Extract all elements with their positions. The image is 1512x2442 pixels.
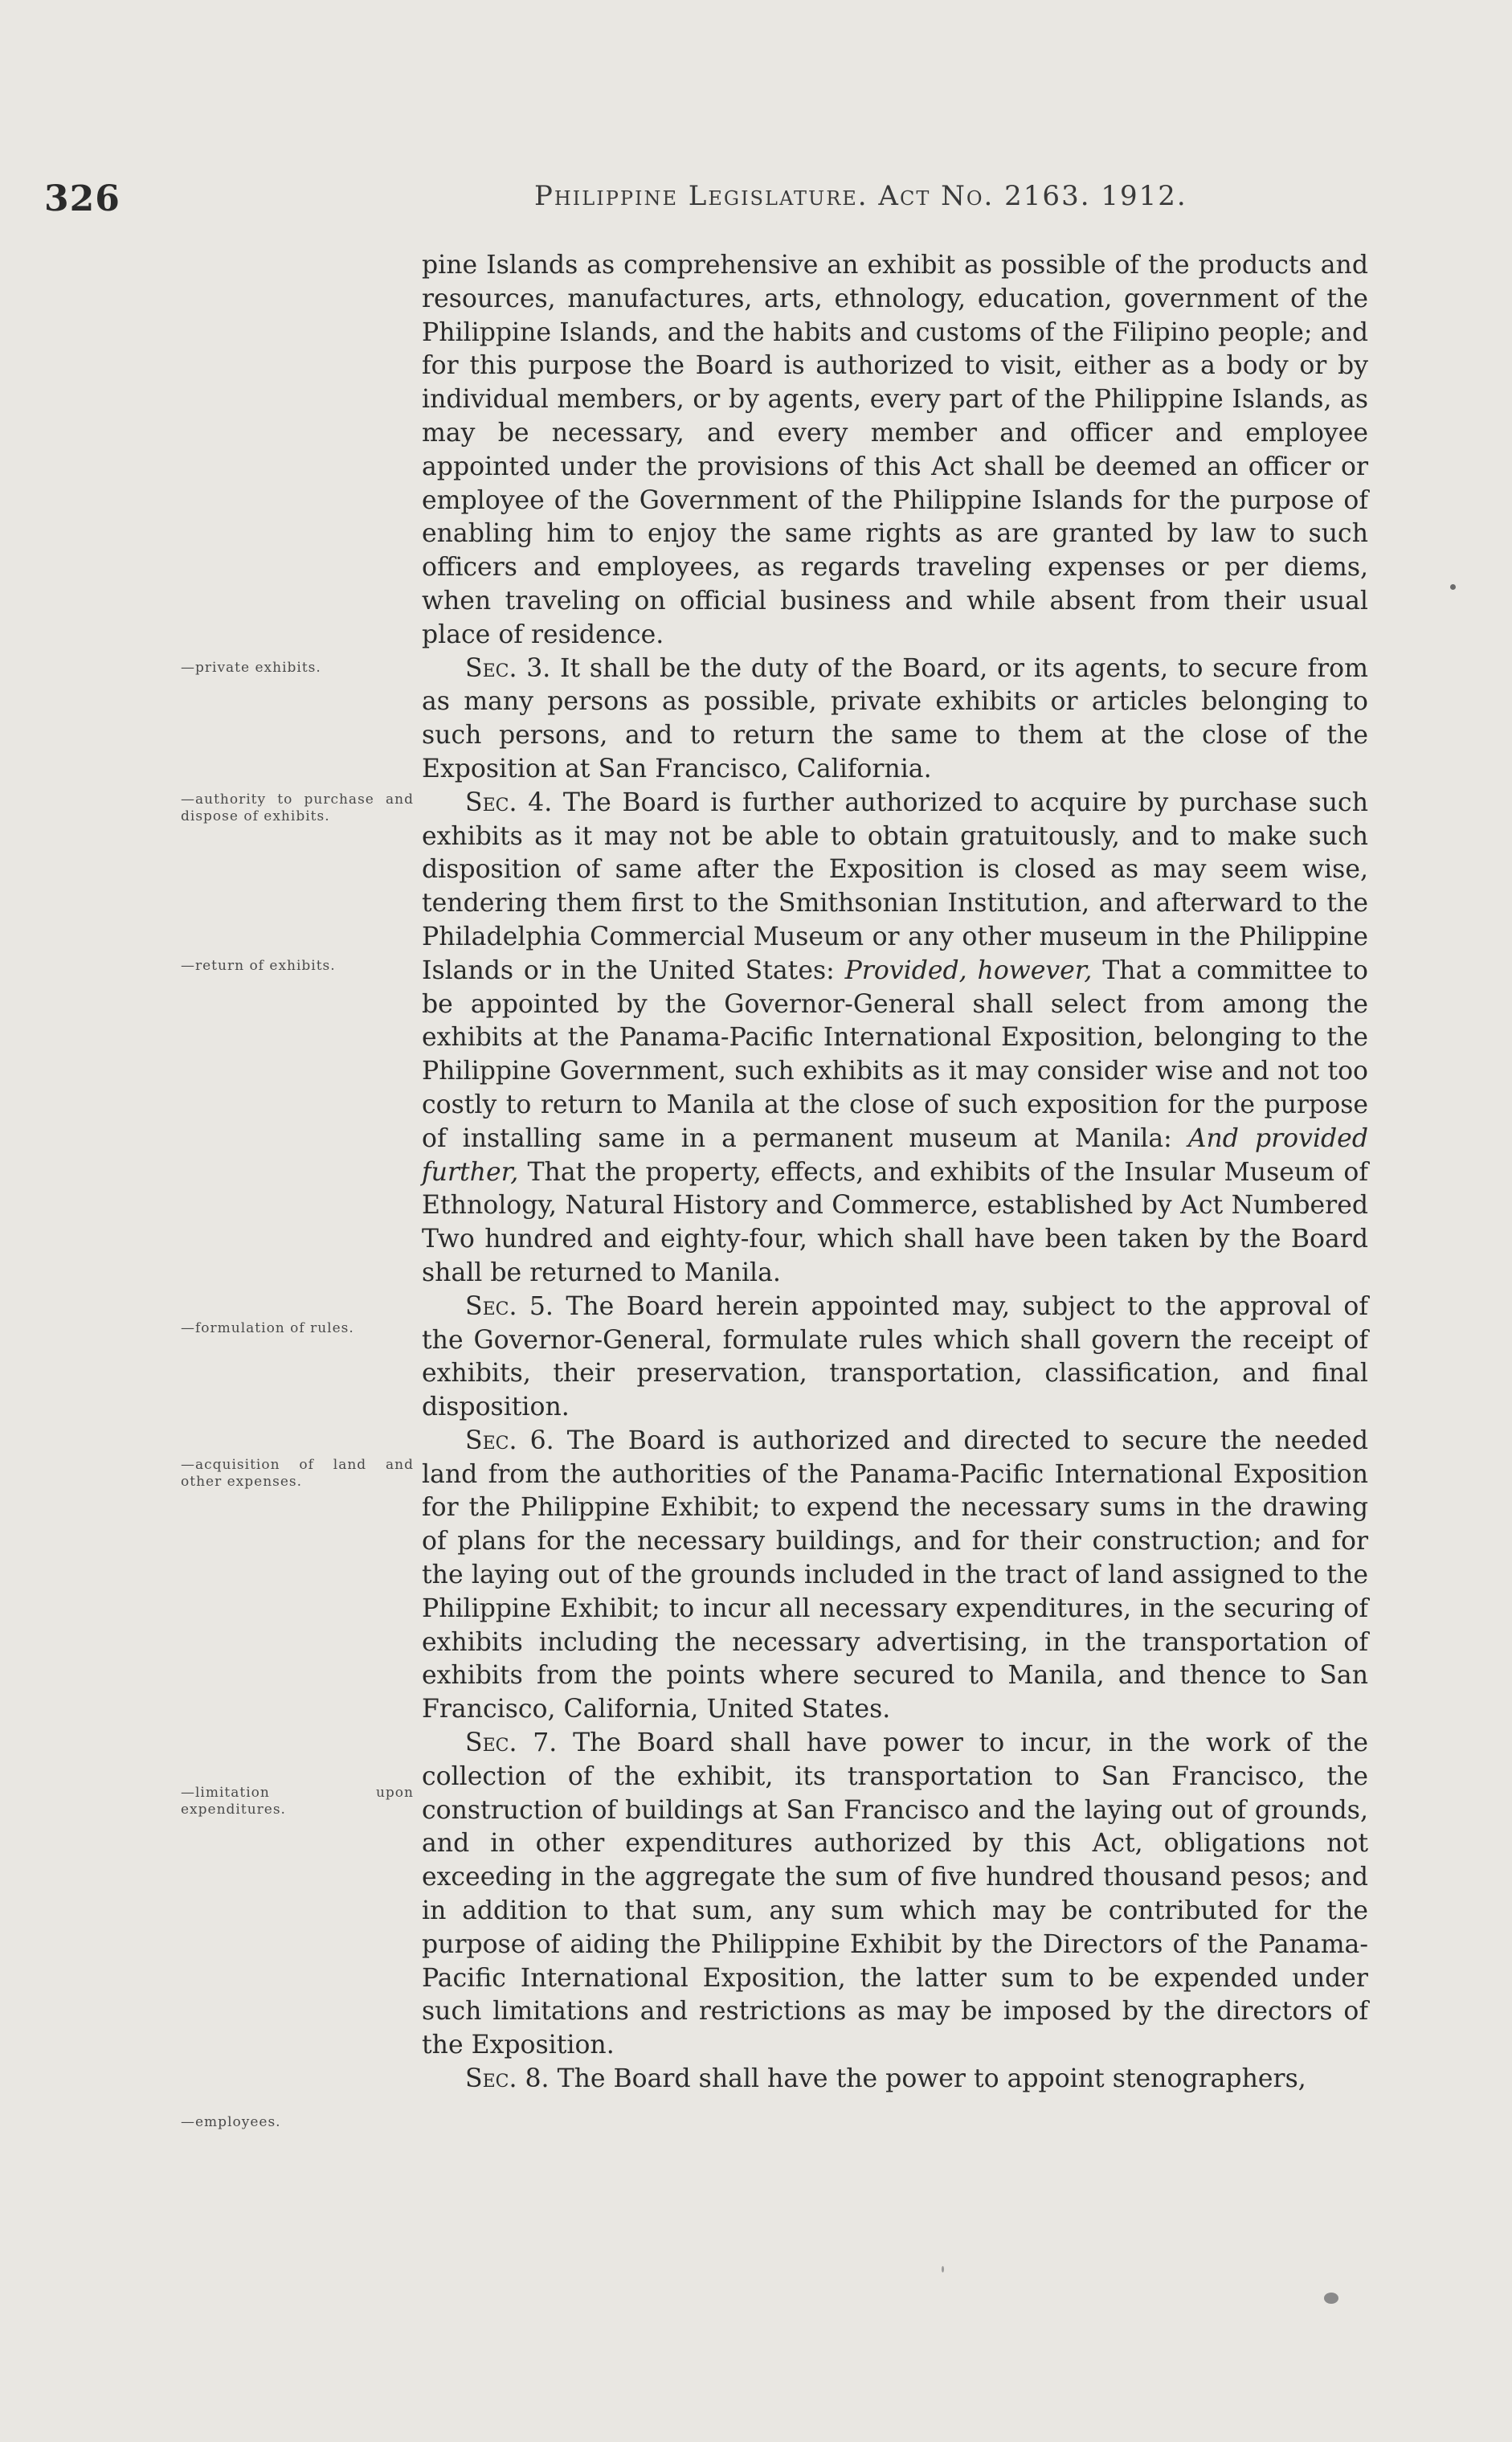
section-8-label: Sec. 8. [465, 2064, 550, 2094]
section-8 [422, 2063, 1368, 2096]
section-4-proviso-1: Provided, however, [844, 955, 1093, 985]
margin-note-formulation-of-rules: —formulation of rules. [181, 1320, 354, 1336]
section-8-text: The Board shall have the power to appoint stenographers, [549, 2064, 1306, 2094]
section-4-text-a: The Board is further authorized to acquire by purchase such exhibits as it may not be able to obtain gratuitously, and to make such disposition of same after the Exposition is closed as may seem wise, tendering them first to the Smithsonian Institution, and afterward to the Philadelphia Commercial Museum or any other museum in the Philippine Islands or in the United States: [422, 787, 1368, 985]
margin-note-authority-to-purchase: —authority to purchase and dispose of exhibits. [181, 792, 414, 824]
page-number: 326 [44, 178, 121, 219]
section-5-label: Sec. 5. [465, 1291, 554, 1321]
section-7 [422, 1727, 1368, 2063]
running-head: Philippine Legislature. Act No. 2163. 1912. [534, 180, 1187, 212]
section-7-label: Sec. 7. [465, 1728, 558, 1758]
scan-speck [1450, 584, 1456, 590]
section-3 [422, 652, 1368, 787]
section-5 [422, 1291, 1368, 1425]
section-3-label: Sec. 3. [465, 653, 551, 683]
scan-speck [1324, 2293, 1338, 2304]
section-5-text: The Board herein appointed may, subject to the approval of the Governor-General, formulate rules which shall govern the receipt of exhibits, their preservation, transportation, classification, and final disposition. [422, 1291, 1368, 1422]
margin-note-employees: —employees. [181, 2114, 281, 2130]
margin-note-limitation-upon-expenditures: —limitation upon expenditures. [181, 1785, 414, 1818]
section-3-text: It shall be the duty of the Board, or its agents, to secure from as many persons as possible, private exhibits or articles belonging to such persons, and to return the same to them at the close of the Exposition at San Francisco, California. [422, 653, 1368, 783]
section-4-label: Sec. 4. [465, 787, 553, 817]
section-4-text-c: That the property, effects, and exhibits of the Insular Museum of Ethnology, Natural History and Commerce, established by Act Numbered Two hundred and eighty-four, which shall have been taken by the Board shall be returned to Manila. [422, 1157, 1368, 1287]
section-6 [422, 1425, 1368, 1727]
paragraph-continuation: pine Islands as comprehensive an exhibit as possible of the products and resources, manufactures, arts, ethnology, education, government of the Philippine Islands, and the habits and customs of the Filipino people; and for this purpose the Board is authorized to visit, either as a body or by individual members, or by agents, every part of the Philippine Islands, as may be necessary, and every member and officer and employee appointed under the provisions of this Act shall be deemed an officer or employee of the Government of the Philippine Islands for the purpose of enabling him to enjoy the same rights as are granted by law to such officers and employees, as regards traveling expenses or per diems, when traveling on official business and while absent from their usual place of residence. [422, 251, 1368, 649]
section-4-proviso-2: And provided further, [422, 1123, 1368, 1187]
margin-note-return-of-exhibits: —return of exhibits. [181, 958, 336, 974]
body-text [422, 249, 1368, 2096]
margin-note-acquisition-of-land: —acquisition of land and other expenses. [181, 1457, 414, 1490]
section-6-text: The Board is authorized and directed to secure the needed land from the authorities of the Panama-Pacific International Exposition for the Philippine Exhibit; to expend the necessary sums in the drawing of plans for the necessary buildings, and for their construction; and for the laying out of the grounds included in the tract of land assigned to the Philippine Exhibit; to incur all necessary expenditures, in the securing of exhibits including the necessary advertising, in the transportation of exhibits from the points where secured to Manila, and thence to San Francisco, California, United States. [422, 1426, 1368, 1724]
scan-speck [942, 2266, 944, 2272]
section-4-text-b: That a committee to be appointed by the Governor-General shall select from among the exhibits at the Panama-Pacific International Exposition, belonging to the Philippine Government, such exhibits as it may consider wise and not too costly to return to Manila at the close of such exposition for the purpose of installing same in a permanent museum at Manila: [422, 955, 1368, 1153]
margin-note-private-exhibits: —private exhibits. [181, 660, 321, 676]
section-7-text: The Board shall have power to incur, in the work of the collection of the exhibit, its transportation to San Francisco, the construction of buildings at San Francisco and the laying out of grounds, and in other expenditures authorized by this Act, obligations not exceeding in the aggregate the sum of five hundred thousand pesos; and in addition to that sum, any sum which may be contributed for the purpose of aiding the Philippine Exhibit by the Directors of the Panama-Pacific International Exposition, the latter sum to be expended under such limitations and restrictions as may be imposed by the directors of the Exposition. [422, 1728, 1368, 2060]
section-4 [422, 787, 1368, 1291]
section-6-label: Sec. 6. [465, 1426, 554, 1455]
